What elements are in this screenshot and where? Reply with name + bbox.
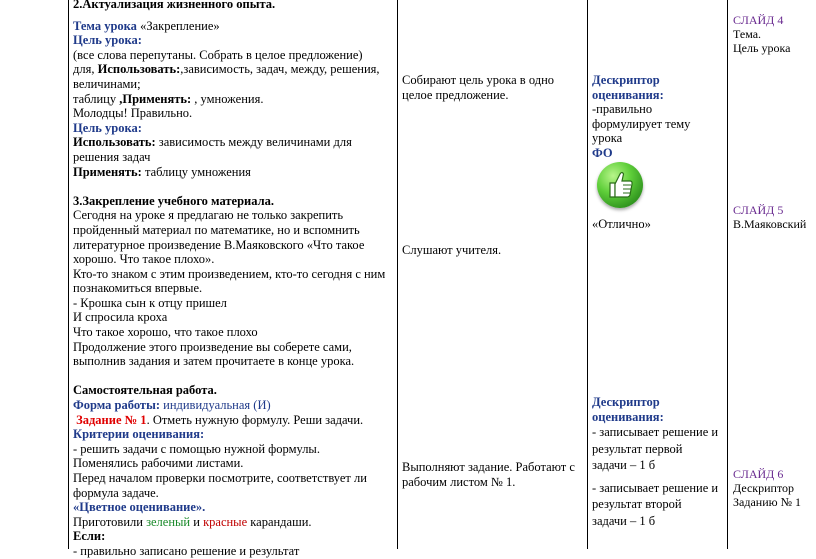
slide-ref-block — [733, 467, 815, 510]
student-activity-block — [402, 73, 586, 102]
text-line: Тема. — [733, 27, 762, 42]
goal-label: Цель урока: — [73, 33, 142, 48]
text-line: Сегодня на уроке я предлагаю не только закрепить — [73, 208, 344, 223]
text-line: , умножения. — [194, 91, 264, 106]
text-line: Выполняют задание. Работают с — [402, 460, 575, 474]
text-line: - записывает решение и — [592, 480, 719, 495]
text-line: формула задаче. — [73, 485, 159, 500]
assessment-block — [592, 395, 726, 529]
text-line: - правильно записано решение и результат — [73, 543, 300, 558]
descriptor-label: Дескриптор — [592, 73, 660, 87]
text-line: результат первой — [592, 441, 683, 456]
assessment-block — [592, 73, 726, 161]
apply-label: Применять: — [73, 164, 142, 179]
section-heading: Самостоятельная работа. — [73, 383, 217, 398]
text-line: Перед началом проверки посмотрите, соответствует ли — [73, 471, 367, 485]
text-line: зависимость между величинами для — [155, 135, 352, 150]
goal-label: Цель урока: — [73, 120, 142, 135]
text-line: ,зависимость, задач, между, решения, — [180, 62, 380, 77]
text-line: Что такое хорошо, что такое плохо — [73, 325, 258, 340]
text-bold: Использовать: — [97, 62, 181, 77]
text-line: таблицу — [73, 91, 120, 106]
text-line: - Крошка сын к отцу пришел — [73, 295, 227, 310]
table-border — [68, 0, 69, 549]
text-line: для, — [73, 62, 98, 77]
criteria-label: Критерии оценивания: — [73, 427, 205, 442]
text-line: -правильно — [592, 102, 653, 117]
text-line: Цель урока — [733, 41, 791, 56]
topic-label: Тема урока — [73, 18, 137, 33]
table-border — [587, 0, 588, 549]
green-word: зеленый — [146, 514, 191, 529]
topic-value: «Закрепление» — [140, 18, 220, 33]
text-line: таблицу умножения — [141, 164, 251, 179]
text-line: формулирует тему — [592, 116, 691, 131]
text-line: карандаши. — [247, 514, 312, 529]
text-line: Заданию № 1 — [733, 495, 802, 510]
section-heading: 3.Закрепление учебного материала. — [73, 193, 275, 208]
assessment-block — [592, 217, 726, 232]
text-line: - записывает решение и — [592, 425, 719, 440]
slide-ref-block — [733, 13, 815, 56]
descriptor-label: оценивания: — [592, 409, 664, 424]
text-line: Дескриптор — [733, 481, 795, 496]
task-label: Задание № 1 — [76, 412, 147, 427]
text-line: познакомиться впервые. — [73, 281, 203, 296]
excellent-label: «Отлично» — [592, 217, 651, 231]
table-border — [727, 0, 728, 549]
text-line: рабочим листом № 1. — [402, 474, 516, 489]
red-word: красные — [203, 514, 248, 529]
color-assessment-label: «Цветное оценивание». — [73, 500, 206, 515]
text-line: и — [190, 514, 204, 529]
text-line: (все слова перепутаны. Собрать в целое предложение) — [73, 47, 363, 62]
slide-ref-block — [733, 203, 815, 231]
text-line: пройденный материал по математике, но и вспомнить — [73, 222, 360, 237]
text-line: величинами; — [73, 76, 141, 91]
text-line: урока — [592, 131, 623, 146]
text-line: решения задач — [73, 149, 151, 164]
descriptor-label: оценивания: — [592, 87, 664, 102]
table-border — [397, 0, 398, 549]
text-line: Поменялись рабочими листами. — [73, 456, 244, 471]
form-value: индивидуальная (И) — [160, 398, 271, 413]
text-line: задачи – 1 б — [592, 513, 656, 528]
text-line: хорошо. Что такое плохо». — [73, 252, 215, 267]
form-label: Форма работы: — [73, 398, 160, 413]
slide-label: СЛАЙД 4 — [733, 13, 784, 27]
slide-label: СЛАЙД 5 — [733, 203, 784, 217]
slide-label: СЛАЙД 6 — [733, 467, 784, 481]
thumbs-up-icon — [597, 162, 643, 208]
student-activity-block — [402, 243, 586, 258]
student-activity-block — [402, 460, 586, 489]
text-line: целое предложение. — [402, 87, 509, 102]
if-label: Если: — [73, 529, 106, 544]
use-label: Использовать: — [73, 135, 156, 150]
text-line: В.Маяковский — [733, 217, 807, 232]
text-line: - решить задачи с помощью нужной формулы. — [73, 441, 320, 456]
text-line: . Отметь нужную формулу. Реши задачи. — [146, 412, 364, 427]
descriptor-label: Дескриптор — [592, 395, 660, 409]
fo-label: ФО — [592, 145, 613, 160]
text-line: выполнив задания и затем прочитаете в конце урока. — [73, 354, 355, 369]
teacher-activity-cell — [73, 0, 395, 559]
text-line: результат второй — [592, 497, 682, 512]
text-line: литературное произведение В.Маяковского «Что такое — [73, 237, 365, 252]
text-line: И спросила кроха — [73, 310, 168, 325]
text-line: Приготовили — [73, 514, 147, 529]
section-heading: 2.Актуализация жизненного опыта. — [73, 0, 276, 11]
text-line: Слушают учителя. — [402, 243, 502, 257]
text-line: Молодцы! Правильно. — [73, 106, 193, 121]
text-line: Продолжение этого произведение вы соберете сами, — [73, 339, 352, 354]
text-bold: ,Применять: — [119, 91, 195, 106]
text-line: Кто-то знаком с этим произведением, кто-то сегодня с ним — [73, 266, 386, 281]
text-line: задачи – 1 б — [592, 458, 656, 473]
text-line: Собирают цель урока в одно — [402, 73, 555, 87]
